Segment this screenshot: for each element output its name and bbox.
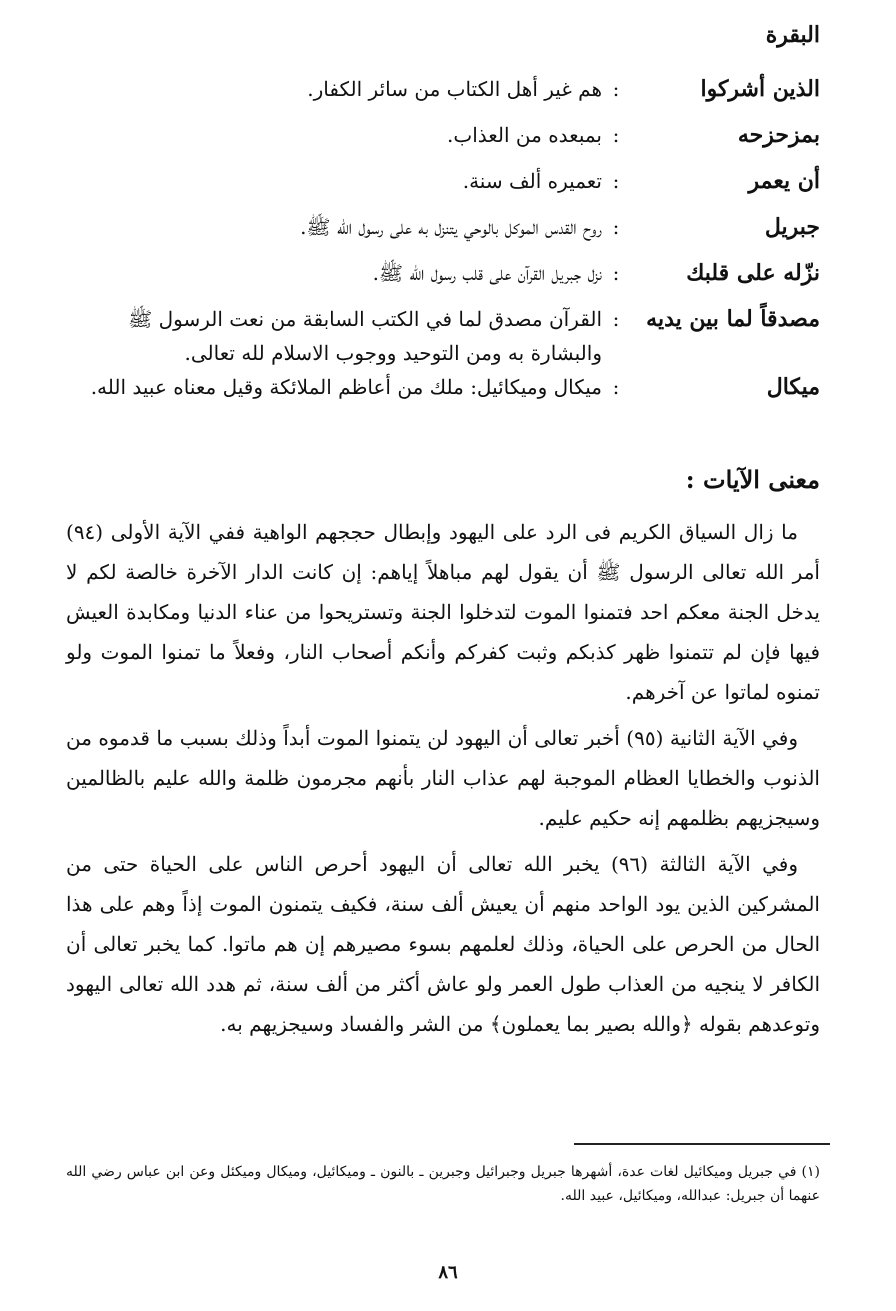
glossary-term: أن يعمر [748,168,820,194]
glossary-term: نزّله على قلبك [686,260,820,286]
glossary-term: ميكال [766,374,820,400]
glossary-definition: هم غير أهل الكتاب من سائر الكفار. [307,77,602,101]
footnote-divider [574,1143,830,1145]
glossary-row [66,370,820,416]
paragraph-text: وفي الآية الثانية (٩٥) أخبر تعالى أن اليهود لن يتمنوا الموت أبداً وذلك بسبب ما قدموه من الذنوب والخطايا العظام الموجبة لهم عذاب النار بأنهم مجرمون ظلمة والله عليم بالظالمين وسيجزيهم بظلمهم إنه حكيم عليم. [66,726,820,830]
glossary-term: بمزحزحه [737,122,820,148]
glossary-definition: روح القدس الموكل بالوحي يتنزل به على رسول الله ﷺ. [300,215,602,239]
glossary-separator: : [612,123,620,147]
glossary [66,72,820,416]
glossary-definition: تعميره ألف سنة. [462,169,602,193]
glossary-row [66,164,820,210]
glossary-row [66,118,820,164]
paragraph-text: ما زال السياق الكريم فى الرد على اليهود وإبطال حججهم الواهية ففي الآية الأولى (٩٤) أمر الله تعالى الرسول ﷺ أن يقول لهم مباهلاً إياهم: إن كانت الدار الآخرة خالصة لكم لا يدخل الجنة معكم احد فتمنوا الموت لتدخلوا الجنة وتستريحوا من عناء الدنيا ومكابدة العيش فيها فإن لم تتمنوا ظهر كذبكم وثبت كفركم وأنكم أصحاب النار، وفعلاً ما تمنوا الموت ولو تمنوه لماتوا عن آخرهم. [66,520,820,704]
commentary-paragraph [66,512,820,712]
glossary-row [66,302,820,370]
commentary-paragraph [66,718,820,838]
glossary-separator: : [612,169,620,193]
surah-title: البقرة [765,22,820,48]
glossary-term: الذين أشركوا [700,76,820,102]
glossary-definition: القرآن مصدق لما في الكتب السابقة من نعت الرسول ﷺ والبشارة به ومن التوحيد ووجوب الاسلام لله تعالى. [128,307,602,365]
glossary-separator: : [612,375,620,399]
paragraph-text: وفي الآية الثالثة (٩٦) يخبر الله تعالى أن اليهود أحرص الناس على الحياة حتى من المشركين الذين يود الواحد منهم أن يعيش ألف سنة، فكيف يتمنون الموت إذاً وهم على هذا الحال من الحرص على الحياة، وذلك لعلمهم بسوء مصيرهم إن هم ماتوا. كما يخبر تعالى أن الكافر لا ينجيه من العذاب طول العمر ولو عاش أكثر من ألف سنة، ثم هدد الله تعالى اليهود وتوعدهم بقوله ﴿والله بصير بما يعملون﴾ من الشر والفساد وسيجزيهم به. [66,852,820,1036]
glossary-separator: : [612,77,620,101]
commentary-body [66,512,820,1050]
footnote: (١) في جبريل وميكائيل لغات عدة، أشهرها جبريل وجبرائيل وجبرين ـ بالنون ـ وميكائيل، وميكال وميكئل وعن ابن عباس رضي الله عنهما أن جبريل: عبدالله، وميكائيل، عبيد الله. [66,1164,820,1204]
glossary-definition: بمبعده من العذاب. [447,123,602,147]
section-heading: معنى الآيات : [685,465,820,494]
commentary-paragraph [66,844,820,1044]
glossary-row [66,210,820,256]
glossary-term: مصدقاً لما بين يديه [646,306,820,332]
glossary-definition: ميكال وميكائيل: ملك من أعاظم الملائكة وقيل معناه عبيد الله. [90,375,602,399]
glossary-term: جبريل [764,214,820,240]
glossary-row [66,72,820,118]
page-number: ٨٦ [438,1262,458,1283]
glossary-definition: نزل جبريل القرآن على قلب رسول الله ﷺ. [372,261,602,285]
glossary-separator: : [612,215,620,239]
glossary-separator: : [612,261,620,285]
glossary-row [66,256,820,302]
glossary-separator: : [612,307,620,331]
